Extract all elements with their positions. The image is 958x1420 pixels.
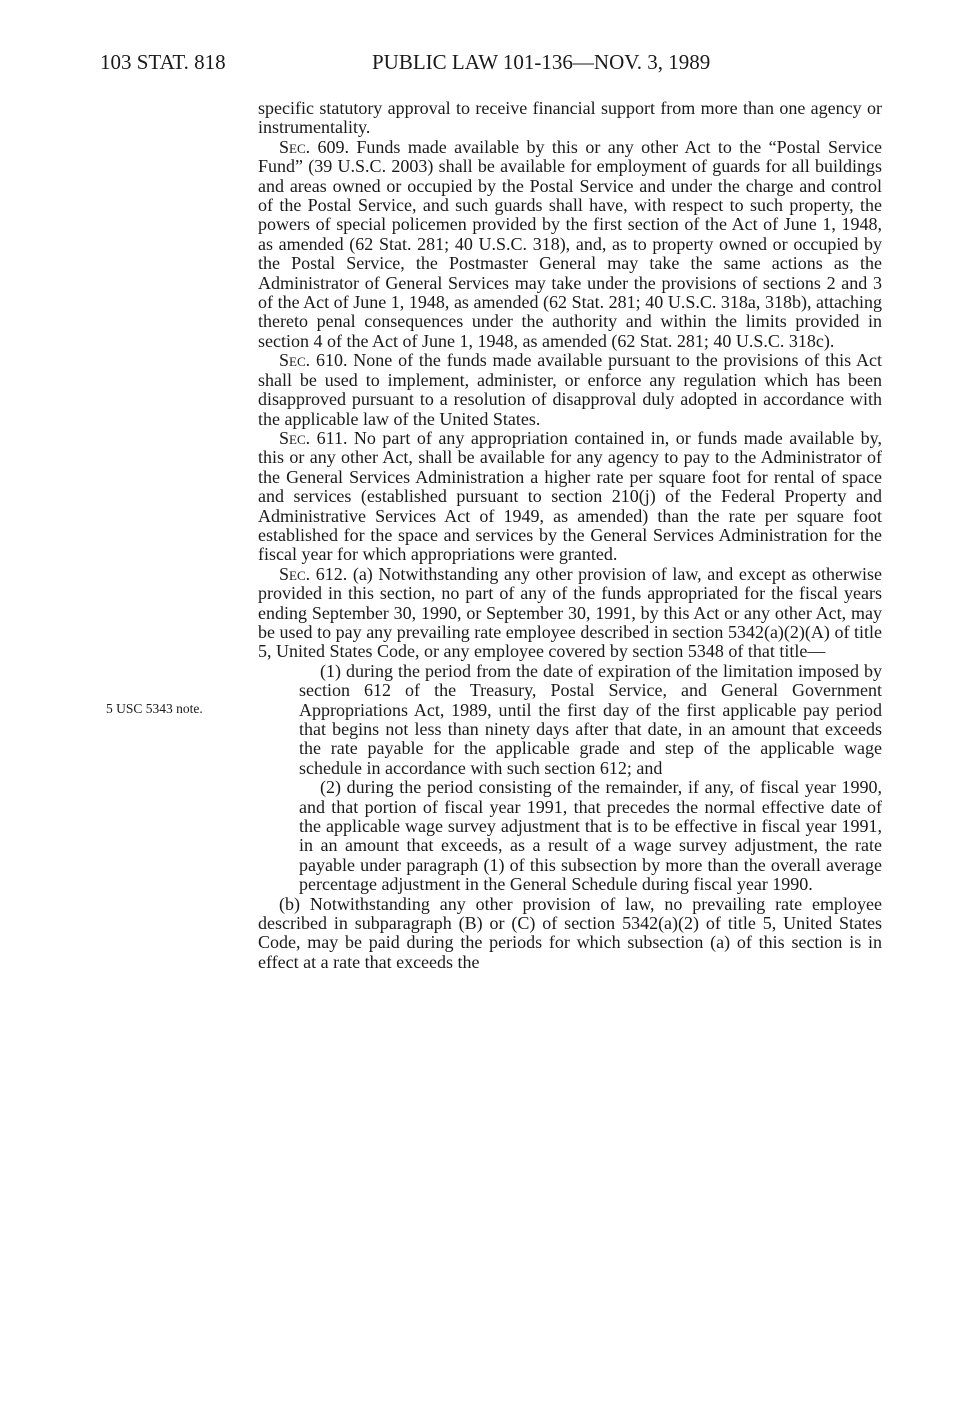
- section-612-paragraph-1: (1) during the period from the date of expiration of the limitation imposed by section 612 of the Treasury, Postal Service, and General Government Appropriations Act, 1989, until the first day of the first applicable pay period that begins not less than ninety days after that date, in an amount that exceeds the rate payable for the applicable grade and step of the applicable wage schedule in accordance with such section 612; and: [299, 660, 882, 778]
- section-612-paragraph-2: (2) during the period consisting of the remainder, if any, of fiscal year 1990, and that portion of fiscal year 1991, that precedes the normal effective date of the applicable wage survey adjustment that is to be effective in fiscal year 1991, in an amount that exceeds, as a result of a wage survey adjustment, the rate payable under paragraph (1) of this subsection by more than the overall average percentage adjustment in the General Schedule during fiscal year 1990.: [299, 777, 882, 895]
- margin-note: 5 USC 5343 note.: [106, 701, 203, 716]
- continued-paragraph: specific statutory approval to receive financial support from more than one agency or instrumentality.: [258, 98, 882, 138]
- section-text: 611. No part of any appropriation contained in, or funds made available by, this or any other Act, shall be available for any agency to pay to the Administrator of the General Services Administration a higher rate per square foot for rental of space and services (established pursuant to section 210(j) of the Federal Property and Administrative Services Act of 1949, as amended) than the rate per square foot established for the space and services by the General Services Administration for the fiscal year for which appropriations were granted.: [258, 427, 882, 565]
- section-609: [258, 138, 882, 351]
- section-text: 610. None of the funds made available pursuant to the provisions of this Act shall be used to implement, administer, or enforce any regulation which has been disapproved pursuant to a resolution of disapproval duly adopted in accordance with the applicable law of the United States.: [258, 350, 882, 429]
- section-label: Sec.: [279, 427, 311, 448]
- stat-page-reference: 103 STAT. 818: [100, 50, 226, 74]
- section-612-subsection-b: (b) Notwithstanding any other provision of law, no prevailing rate employee described in subparagraph (B) or (C) of section 5342(a)(2) of title 5, United States Code, may be paid during the periods for which subsection (a) of this section is in effect at a rate that exceeds the: [258, 893, 882, 972]
- running-header: [0, 50, 958, 78]
- section-611: [258, 429, 882, 565]
- section-text: 612. (a) Notwithstanding any other provision of law, and except as otherwise provided in this section, no part of any of the funds appropriated for the fiscal years ending September 30, 1990, or September 30, 1991, by this Act or any other Act, may be used to pay any prevailing rate employee described in section 5342(a)(2)(A) of title 5, United States Code, or any employee covered by section 5348 of that title—: [258, 563, 882, 662]
- section-label: Sec.: [279, 350, 311, 371]
- section-612: [258, 565, 882, 662]
- law-body: [258, 99, 882, 972]
- section-label: Sec.: [279, 563, 311, 584]
- section-label: Sec.: [279, 136, 311, 157]
- public-law-title: PUBLIC LAW 101-136—NOV. 3, 1989: [372, 50, 711, 74]
- section-text: 609. Funds made available by this or any other Act to the “Postal Service Fund” (39 U.S.C. 2003) shall be available for employment of guards for all buildings and areas owned or occupied by the Postal Service and under the charge and control of the Postal Service, and such guards shall have, with respect to such property, the powers of special policemen provided by the first section of the Act of June 1, 1948, as amended (62 Stat. 281; 40 U.S.C. 318), and, as to property owned or occupied by the Postal Service, the Postmaster General may take the same actions as the Administrator of General Services may take under the provisions of sections 2 and 3 of the Act of June 1, 1948, as amended (62 Stat. 281; 40 U.S.C. 318a, 318b), attaching thereto penal consequences under the authority and within the limits provided in section 4 of the Act of June 1, 1948, as amended (62 Stat. 281; 40 U.S.C. 318c).: [258, 136, 882, 351]
- section-610: [258, 351, 882, 429]
